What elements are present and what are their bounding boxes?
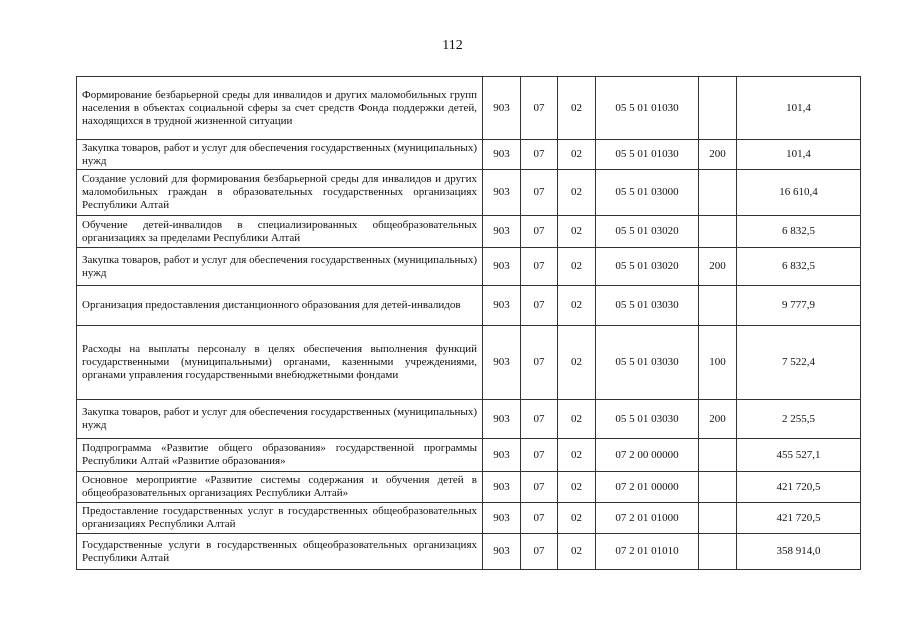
target-article-code: 05 5 01 03000 (596, 170, 699, 216)
target-article-code: 05 5 01 01030 (596, 77, 699, 140)
amount: 101,4 (737, 77, 861, 140)
table-row (77, 248, 861, 286)
ved-code: 903 (483, 439, 521, 472)
expense-type-code (699, 534, 737, 570)
section-code: 07 (521, 472, 558, 503)
expense-type-code: 200 (699, 248, 737, 286)
target-article-code: 05 5 01 01030 (596, 140, 699, 170)
ved-code: 903 (483, 326, 521, 400)
target-article-code: 07 2 00 00000 (596, 439, 699, 472)
subsection-code: 02 (558, 140, 596, 170)
amount: 6 832,5 (737, 248, 861, 286)
subsection-code: 02 (558, 248, 596, 286)
amount: 421 720,5 (737, 472, 861, 503)
table-row (77, 140, 861, 170)
ved-code: 903 (483, 286, 521, 326)
budget-table (76, 76, 861, 570)
row-name: Создание условий для формирования безбарьерной среды для инвалидов и других маломобильных граждан в образовательных государственных организациях Республики Алтай (77, 170, 483, 216)
section-code: 07 (521, 77, 558, 140)
row-name: Закупка товаров, работ и услуг для обеспечения государственных (муниципальных) нужд (77, 140, 483, 170)
section-code: 07 (521, 140, 558, 170)
amount: 101,4 (737, 140, 861, 170)
expense-type-code (699, 77, 737, 140)
expense-type-code (699, 439, 737, 472)
row-name: Формирование безбарьерной среды для инвалидов и других маломобильных групп населения в объектах социальной сферы за счет средств Фонда поддержки детей, находящихся в трудной жизненной ситуации (77, 77, 483, 140)
subsection-code: 02 (558, 534, 596, 570)
subsection-code: 02 (558, 216, 596, 248)
target-article-code: 05 5 01 03020 (596, 248, 699, 286)
amount: 6 832,5 (737, 216, 861, 248)
expense-type-code (699, 170, 737, 216)
section-code: 07 (521, 439, 558, 472)
section-code: 07 (521, 286, 558, 326)
target-article-code: 05 5 01 03030 (596, 286, 699, 326)
subsection-code: 02 (558, 439, 596, 472)
row-name: Основное мероприятие «Развитие системы содержания и обучения детей в общеобразовательных организациях Республики Алтай» (77, 472, 483, 503)
ved-code: 903 (483, 400, 521, 439)
ved-code: 903 (483, 216, 521, 248)
section-code: 07 (521, 503, 558, 534)
ved-code: 903 (483, 503, 521, 534)
target-article-code: 07 2 01 01010 (596, 534, 699, 570)
row-name: Предоставление государственных услуг в государственных общеобразовательных организациях Республики Алтай (77, 503, 483, 534)
ved-code: 903 (483, 140, 521, 170)
table-row (77, 503, 861, 534)
expense-type-code (699, 216, 737, 248)
table-row (77, 286, 861, 326)
amount: 455 527,1 (737, 439, 861, 472)
expense-type-code (699, 472, 737, 503)
subsection-code: 02 (558, 77, 596, 140)
row-name: Закупка товаров, работ и услуг для обеспечения государственных (муниципальных) нужд (77, 400, 483, 439)
subsection-code: 02 (558, 326, 596, 400)
row-name: Закупка товаров, работ и услуг для обеспечения государственных (муниципальных) нужд (77, 248, 483, 286)
row-name: Обучение детей-инвалидов в специализированных общеобразовательных организациях за пределами Республики Алтай (77, 216, 483, 248)
table-row (77, 439, 861, 472)
amount: 421 720,5 (737, 503, 861, 534)
expense-type-code (699, 286, 737, 326)
subsection-code: 02 (558, 472, 596, 503)
row-name: Государственные услуги в государственных общеобразовательных организациях Республики Алтай (77, 534, 483, 570)
amount: 358 914,0 (737, 534, 861, 570)
target-article-code: 05 5 01 03030 (596, 326, 699, 400)
target-article-code: 07 2 01 01000 (596, 503, 699, 534)
target-article-code: 05 5 01 03020 (596, 216, 699, 248)
expense-type-code: 200 (699, 400, 737, 439)
table-row (77, 534, 861, 570)
section-code: 07 (521, 400, 558, 439)
subsection-code: 02 (558, 286, 596, 326)
ved-code: 903 (483, 77, 521, 140)
amount: 16 610,4 (737, 170, 861, 216)
target-article-code: 05 5 01 03030 (596, 400, 699, 439)
ved-code: 903 (483, 472, 521, 503)
subsection-code: 02 (558, 170, 596, 216)
row-name: Расходы на выплаты персоналу в целях обеспечения выполнения функций государственными (муниципальными) органами, казенными учреждениями, органами управления государственными внебюджетными фондами (77, 326, 483, 400)
table-row (77, 216, 861, 248)
section-code: 07 (521, 248, 558, 286)
expense-type-code: 200 (699, 140, 737, 170)
table-row (77, 77, 861, 140)
ved-code: 903 (483, 534, 521, 570)
ved-code: 903 (483, 248, 521, 286)
amount: 2 255,5 (737, 400, 861, 439)
row-name: Организация предоставления дистанционного образования для детей-инвалидов (77, 286, 483, 326)
target-article-code: 07 2 01 00000 (596, 472, 699, 503)
section-code: 07 (521, 170, 558, 216)
table-row (77, 400, 861, 439)
table-row (77, 472, 861, 503)
row-name: Подпрограмма «Развитие общего образования» государственной программы Республики Алтай «Развитие образования» (77, 439, 483, 472)
amount: 7 522,4 (737, 326, 861, 400)
subsection-code: 02 (558, 400, 596, 439)
page-number: 112 (442, 38, 463, 53)
section-code: 07 (521, 216, 558, 248)
table-row (77, 326, 861, 400)
budget-table-body (77, 77, 861, 570)
subsection-code: 02 (558, 503, 596, 534)
ved-code: 903 (483, 170, 521, 216)
amount: 9 777,9 (737, 286, 861, 326)
table-row (77, 170, 861, 216)
section-code: 07 (521, 326, 558, 400)
section-code: 07 (521, 534, 558, 570)
expense-type-code: 100 (699, 326, 737, 400)
expense-type-code (699, 503, 737, 534)
